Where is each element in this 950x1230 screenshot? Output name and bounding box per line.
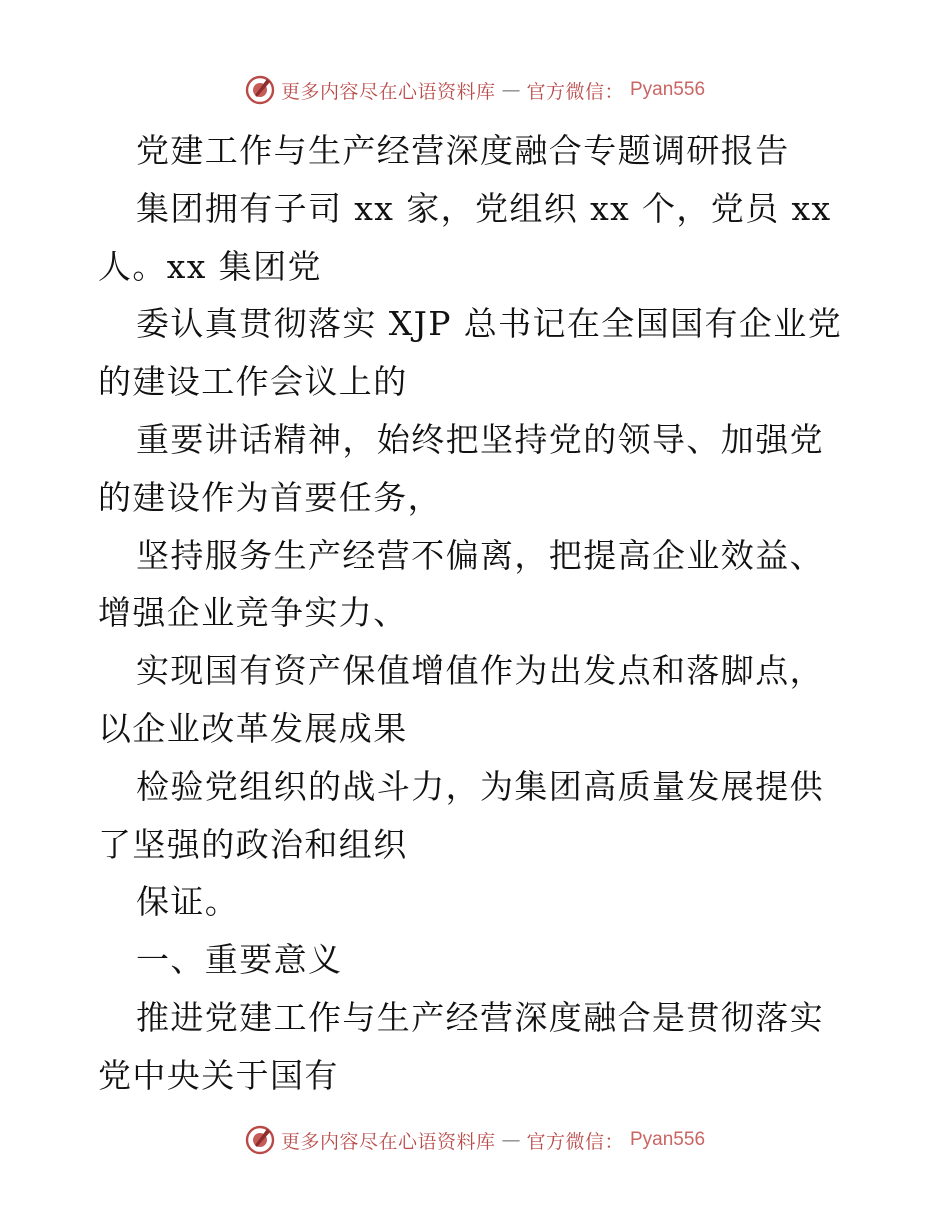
document-title: 党建工作与生产经营深度融合专题调研报告 [136,131,790,170]
paragraph: 保证。 [136,882,240,922]
paragraph: 重要讲话精神，始终把坚持党的领导、加强党的建设作为首要任务， [98,419,824,517]
footer-watermark [0,1122,950,1158]
document-body [98,122,858,1105]
paragraph: 检验党组织的战斗力，为集团高质量发展提供了坚强的政治和组织 [98,766,824,864]
paragraph: 集团拥有子司 xx 家，党组织 xx 个，党员 xx 人。xx 集团党 [98,188,832,286]
watermark-id: Pyan556 [630,1129,706,1150]
paragraph: 实现国有资产保值增值作为出发点和落脚点，以企业改革发展成果 [98,651,824,748]
watermark-label: 官方微信： [526,1130,624,1153]
quill-seal-icon [245,1125,275,1155]
section-heading: 一、重要意义 [136,940,343,980]
watermark-brand: 更多内容尽在心语资料库 [280,80,496,103]
paragraph: 委认真贯彻落实 XJP 总书记在全国国有企业党的建设工作会议上的 [98,304,843,402]
watermark-id: Pyan556 [630,79,706,100]
paragraph: 坚持服务生产经营不偏离，把提高企业效益、增强企业竞争实力、 [98,535,824,633]
quill-seal-icon [245,75,275,105]
header-watermark [0,72,950,108]
paragraph: 推进党建工作与生产经营深度融合是贯彻落实党中央关于国有 [98,997,824,1095]
watermark-brand: 更多内容尽在心语资料库 [280,1130,496,1153]
watermark-separator: — [501,1129,521,1151]
watermark-separator: — [501,79,521,101]
watermark-label: 官方微信： [526,80,624,103]
